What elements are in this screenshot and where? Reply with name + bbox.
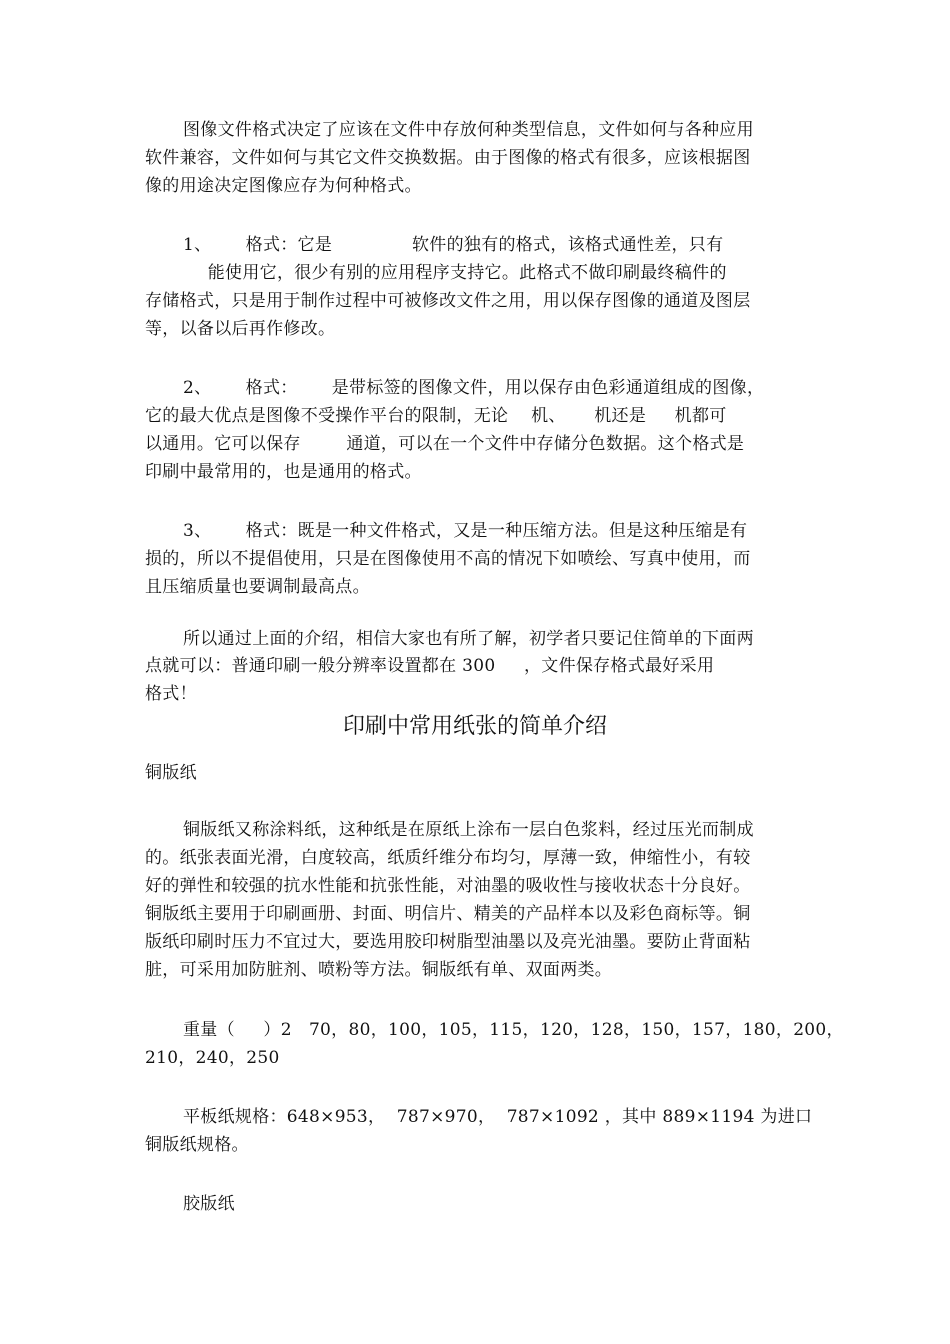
coated-paper-heading: 铜版纸: [145, 763, 197, 783]
coated-size-line-1: 平板纸规格：648×953， 787×970， 787×1092 ，其中 889×1194 为进口: [183, 1107, 813, 1127]
summary-line-2: 点就可以：普通印刷一般分辨率设置都在 300 ，文件保存格式最好采用: [145, 656, 715, 676]
format2-line-1: 2、 格式： 是带标签的图像文件，用以保存由色彩通道组成的图像，: [183, 378, 765, 398]
summary-line-3: 格式！: [145, 684, 197, 704]
format2-line-4: 印刷中最常用的，也是通用的格式。: [145, 462, 422, 482]
format3-line-3: 且压缩质量也要调制最高点。: [145, 577, 370, 597]
format1-line-2: 能使用它，很少有别的应用程序支持它。此格式不做印刷最终稿件的: [145, 263, 727, 283]
coated-line-4: 铜版纸主要用于印刷画册、封面、明信片、精美的产品样本以及彩色商标等。铜: [145, 904, 751, 924]
coated-line-2: 的。纸张表面光滑，白度较高，纸质纤维分布均匀，厚薄一致，伸缩性小，有较: [145, 848, 751, 868]
intro-line-2: 软件兼容，文件如何与其它文件交换数据。由于图像的格式有很多，应该根据图: [145, 148, 751, 168]
coated-weight-line-1: 重量（ ）2 70，80，100，105，115，120，128，150，157，180，200，: [183, 1020, 844, 1040]
format1-line-1: 1、 格式：它是 软件的独有的格式，该格式通性差，只有: [183, 235, 724, 255]
coated-size-line-2: 铜版纸规格。: [145, 1135, 249, 1155]
coated-line-1: 铜版纸又称涂料纸，这种纸是在原纸上涂布一层白色浆料，经过压光而制成: [183, 820, 754, 840]
coated-line-6: 脏，可采用加防脏剂、喷粉等方法。铜版纸有单、双面两类。: [145, 960, 613, 980]
format1-line-3: 存储格式，只是用于制作过程中可被修改文件之用，用以保存图像的通道及图层: [145, 291, 751, 311]
format3-line-1: 3、 格式：既是一种文件格式，又是一种压缩方法。但是这种压缩是有: [183, 521, 748, 541]
format3-line-2: 损的，所以不提倡使用，只是在图像使用不高的情况下如喷绘、写真中使用，而: [145, 549, 751, 569]
intro-line-3: 像的用途决定图像应存为何种格式。: [145, 176, 422, 196]
coated-weight-line-2: 210，240，250: [145, 1048, 280, 1068]
section-title: 印刷中常用纸张的简单介绍: [342, 714, 607, 739]
coated-line-3: 好的弹性和较强的抗水性能和抗张性能，对油墨的吸收性与接收状态十分良好。: [145, 876, 751, 896]
format2-line-3: 以通用。它可以保存 通道，可以在一个文件中存储分色数据。这个格式是: [145, 434, 745, 454]
intro-line-1: 图像文件格式决定了应该在文件中存放何种类型信息，文件如何与各种应用: [183, 120, 754, 140]
format1-line-4: 等，以备以后再作修改。: [145, 319, 336, 339]
summary-line-1: 所以通过上面的介绍，相信大家也有所了解，初学者只要记住简单的下面两: [183, 629, 754, 649]
offset-paper-heading: 胶版纸: [183, 1194, 235, 1214]
coated-line-5: 版纸印刷时压力不宜过大，要选用胶印树脂型油墨以及亮光油墨。要防止背面粘: [145, 932, 751, 952]
format2-line-2: 它的最大优点是图像不受操作平台的限制，无论 机、 机还是 机都可: [145, 406, 727, 426]
